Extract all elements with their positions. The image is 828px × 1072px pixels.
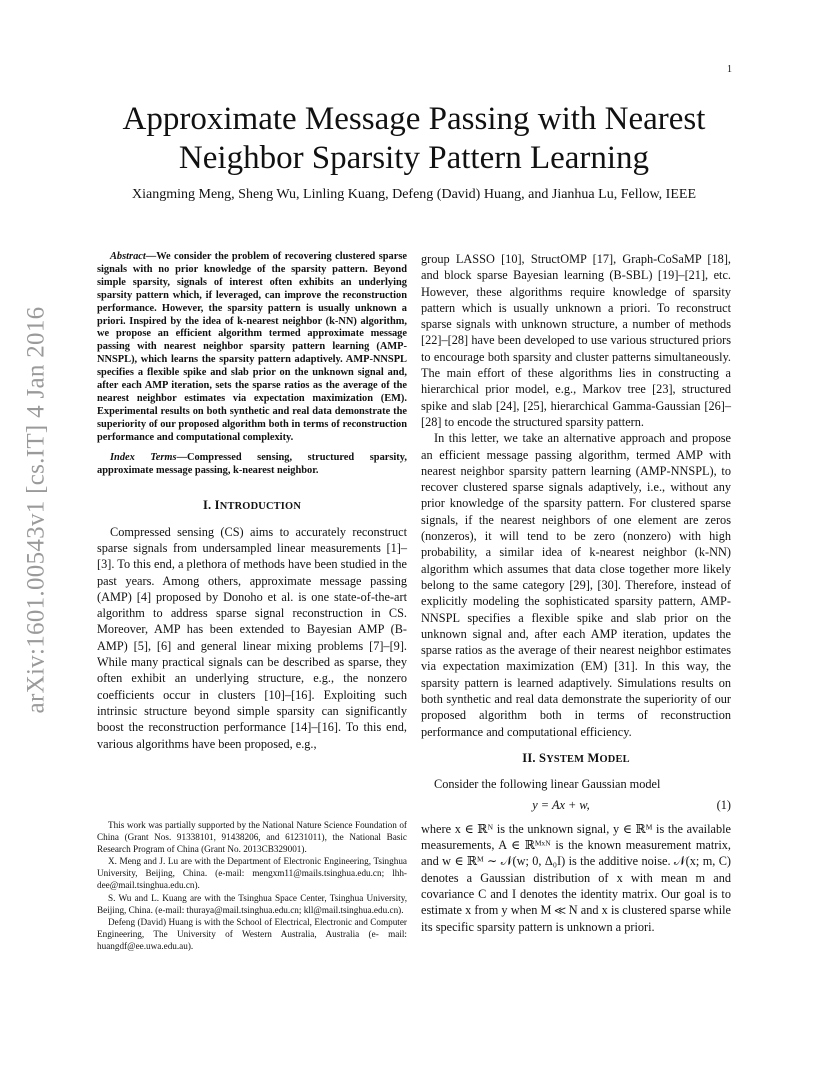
right-column [421,251,731,935]
abstract [97,251,407,445]
arxiv-stamp [20,280,52,740]
paper-title: Approximate Message Passing with Nearest Neighbor Sparsity Pattern Learning [122,101,706,176]
abstract-text: —We consider the problem of recovering clustered sparse signals with no prior knowledge of the sparsity pattern. Beyond simple sparsity, signals of interest often exhibits an underlying sparsity pattern which, if leveraged, can improve the reconstruction performance. However, the sparsity pattern is usually unknown a priori. Inspired by the idea of k-nearest neighbor (k-NN) algorithm, we propose an efficient algorithm termed approximate message passing with nearest neighbor sparsity pattern learning (AMP-NNSPL), which learns the sparsity pattern adaptively. AMP-NNSPL specifies a flexible spike and slab prior on the unknown signal and, after each AMP iteration, sets the sparse ratios as the average of the nearest neighbor estimates via expectation maximization (EM). Experimental results on both synthetic and real data demonstrate the superiority of our proposed algorithm both in terms of reconstruction performance and computational complexity. [97,251,407,443]
intro-paragraph-3: In this letter, we take an alternative approach and propose an efficient message passing algorithm, termed AMP with nearest neighbor sparsity pattern learning (AMP-NNSPL), to recover clustered sparse signals adaptively, i.e., without any prior knowledge of the sparsity pattern. For clustered sparse signals, if the nearest neighbors of one element are zeros (nonzeros), it will tend to be zero (nonzero) with high probability, a similar idea of k-nearest neighbor (k-NN) algorithm which assumes that data close together more likely belong to the same category [29], [30]. Therefore, instead of explicitly modeling the sophisticated sparsity pattern, AMP-NNSPL specifies a flexible spike and slab prior on the unknown signal and, after each AMP iteration, updates the sparse ratios as the average of their nearest neighbor estimates via expectation maximization (EM) [31]. In this way, the sparsity pattern is learned adaptively. Simulations results on both synthetic and real data demonstrate the superiority of our proposed algorithm both in terms of reconstruction performance and computational efficiency. [421,431,731,739]
equation-number: (1) [716,797,731,812]
page-number: 1 [727,64,732,75]
intro-paragraph-2: group LASSO [10], StructOMP [17], Graph-CoSaMP [18], and block sparse Bayesian learning (B-SBL) [19]–[21], etc. However, these algorithms require knowledge of sparsity pattern which is usually unknown a priori. To reconstruct sparse signals with unknown structure, a number of methods [22]–[28] have been developed to use various structured priors to encourage both sparsity and cluster patterns simultaneously. The main effort of these algorithms lies in constructing a hierarchical prior model, e.g., Markov tree [23], structured spike and slab [24], [25], hierarchical Gamma-Gaussian [26]–[28] to encode the structured sparsity pattern. [421,252,731,429]
equation-body: y = Ax + w, [532,797,590,812]
section-heading-system-model: II. SYSTEM MODEL [522,750,630,765]
arxiv-id[interactable]: arXiv:1601.00543v1 [cs.IT] 4 Jan 2016 [22,306,49,714]
footnote-affiliation-1: X. Meng and J. Lu are with the Department of Electronic Engineering, Tsinghua University, Beijing, China. (e-mail: mengxm11@mails.tsinghua.edu.cn; lhh-dee@mail.tsinghua.edu.cn). [97,856,407,890]
left-column [97,251,407,752]
index-terms-label: Index Terms [110,451,177,463]
footnote-funding: This work was partially supported by the National Nature Science Foundation of China (Grant Nos. 91338101, 91438206, and 61231011), the National Basic Research Program of China (Grant No. 2013CB329001). [97,820,407,854]
footnotes [97,820,407,954]
abstract-label: Abstract [110,251,146,262]
system-model-paragraph: where x ∈ ℝᴺ is the unknown signal, y ∈ ℝᴹ is the available measurements, A ∈ ℝᴹˣᴺ is the known measurement matrix, and w ∈ ℝᴹ ∼ 𝒩(w; 0, Δ₀I) is the additive noise. 𝒩(x; m, C) denotes a Gaussian distribution of x with mean m and covariance C and I denotes the identity matrix. Our goal is to estimate x from y when M ≪ N and x is clustered sparse while its specific sparsity pattern is unknown a priori. [421,821,731,934]
system-model-intro: Consider the following linear Gaussian model [434,777,661,792]
section-heading-introduction: I. INTRODUCTION [202,498,302,513]
footnote-affiliation-2: S. Wu and L. Kuang are with the Tsinghua Space Center, Tsinghua University, Beijing, China. (e-mail: thuraya@mail.tsinghua.edu.cn; kll@mail.tsinghua.edu.cn). [97,892,407,915]
index-terms [97,452,407,478]
intro-paragraph-1: Compressed sensing (CS) aims to accurately reconstruct sparse signals from undersampled linear measurements [1]–[3]. To this end, a plethora of methods have been studied in the past years. Among others, approximate message passing (AMP) [4] proposed by Donoho et al. is one state-of-the-art algorithm to address sparse signal reconstruction in CS. Moreover, AMP has been extended to Bayesian AMP (B-AMP) [5], [6] and general linear mixing problems [7]–[9]. While many practical signals can be described as sparse, they often exhibit an underlying structure, e.g., the nonzero coefficients occur in clusters [10]–[16]. Exploiting such intrinsic structure beyond simple sparsity can significantly boost the reconstruction performance [14]–[16]. To this end, various algorithms have been proposed, e.g., [97,524,407,751]
footnote-affiliation-3: Defeng (David) Huang is with the School of Electrical, Electronic and Computer Engineering, The University of Western Australia, Australia (e- mail: huangdf@ee.uwa.edu.au). [97,917,407,951]
index-terms-text: —Compressed sensing, structured sparsity, approximate message passing, k-nearest neighbor. [97,451,407,476]
author-list: Xiangming Meng, Sheng Wu, Linling Kuang, Defeng (David) Huang, and Jianhua Lu, Fellow, IEEE [132,187,696,202]
equation-1 [421,797,731,813]
